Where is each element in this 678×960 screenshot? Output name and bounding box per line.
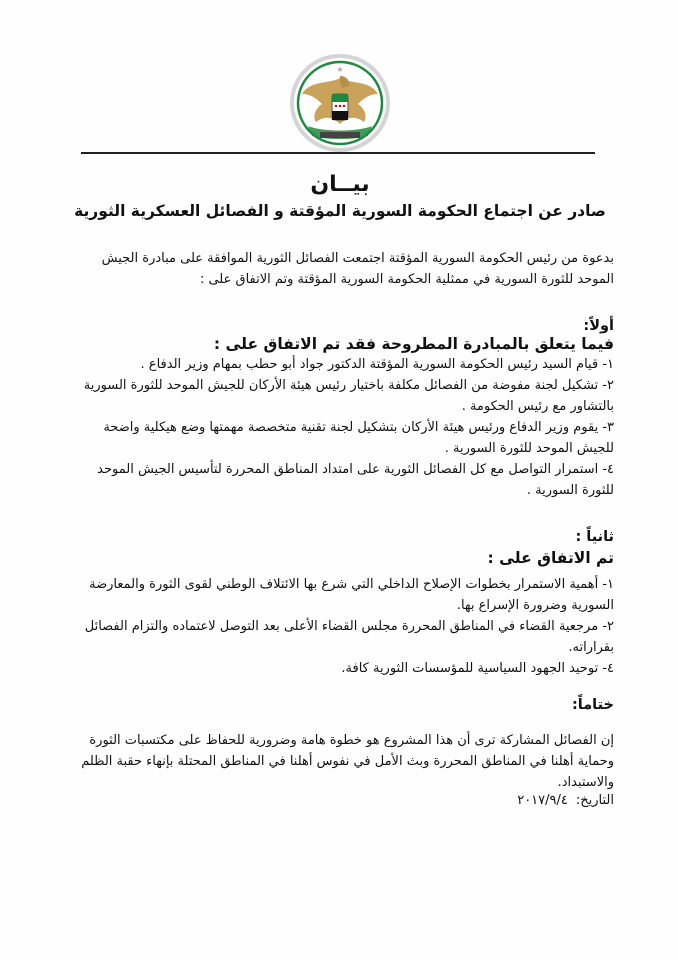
- section2-subheading: تم الاتفاق على :: [487, 549, 614, 567]
- list-item: ٢- تشكيل لجنة مفوضة من الفصائل مكلفة باختيار رئيس هيئة الأركان للجيش الموحد للثورة السورية بالتشاور مع رئيس الحكومة .: [83, 378, 614, 414]
- list-item: ١- أهمية الاستمرار بخطوات الإصلاح الداخلي التي شرع بها الائتلاف الوطني لقوى الثورة والمعارضة السورية وضرورة الإسراع بها.: [89, 577, 614, 613]
- list-item: ١- قيام السيد رئيس الحكومة السورية المؤقتة الدكتور جواد أبو حطب بمهام وزير الدفاع .: [140, 357, 614, 372]
- section1-heading: أولاً:: [583, 318, 614, 334]
- page-subtitle: صادر عن اجتماع الحكومة السورية المؤقتة و الفصائل العسكرية الثورية: [74, 202, 606, 220]
- section1-list: [66, 354, 614, 501]
- list-item: ٢- مرجعية القضاء في المناطق المحررة مجلس القضاء الأعلى بعد التوصل لاعتماده والتزام الفصائل بقراراته.: [84, 619, 614, 655]
- section1-subheading: فيما يتعلق بالمبادرة المطروحة فقد تم الاتفاق على :: [213, 335, 614, 353]
- section2-heading: ثانياً :: [575, 529, 614, 545]
- page-title: بيــان: [310, 172, 370, 197]
- section2-list: [66, 574, 614, 679]
- list-item: ٤- استمرار التواصل مع كل الفصائل الثورية على امتداد المناطق المحررة لتأسيس الجيش الموحد للثورة السورية .: [97, 462, 614, 498]
- eagle-emblem-logo: [286, 50, 394, 156]
- svg-text:★: ★: [336, 65, 344, 74]
- header-divider: [81, 152, 595, 154]
- list-item: ٤- توحيد الجهود السياسية للمؤسسات الثورية كافة.: [341, 661, 614, 676]
- date-value: ٢٠١٧/٩/٤: [517, 793, 568, 808]
- closing-heading: ختاماً:: [571, 697, 614, 713]
- list-item: ٣- يقوم وزير الدفاع ورئيس هيئة الأركان بتشكيل لجنة تقنية متخصصة مهمتها وضع هيكلية واضحة للجيش الموحد للثورة السورية .: [103, 420, 614, 456]
- eagle-emblem-icon: [286, 50, 394, 156]
- intro-paragraph: بدعوة من رئيس الحكومة السورية المؤقتة اجتمعت الفصائل الثورية الموافقة على مبادرة الجيش الموحد للثورة السورية في ممثلية الحكومة السورية المؤقتة وتم الاتفاق على :: [101, 251, 614, 287]
- date-label: التاريخ:: [575, 793, 614, 808]
- date-line: [66, 793, 614, 808]
- closing-paragraph: إن الفصائل المشاركة ترى أن هذا المشروع هو خطوة هامة وضرورية للحفاظ على مكتسبات الثورة وحماية أهلنا في المناطق المحررة وبث الأمل في نفوس أهلنا في المناطق المحتلة بإنهاء حقبة الظلم والاستبداد.: [81, 733, 614, 790]
